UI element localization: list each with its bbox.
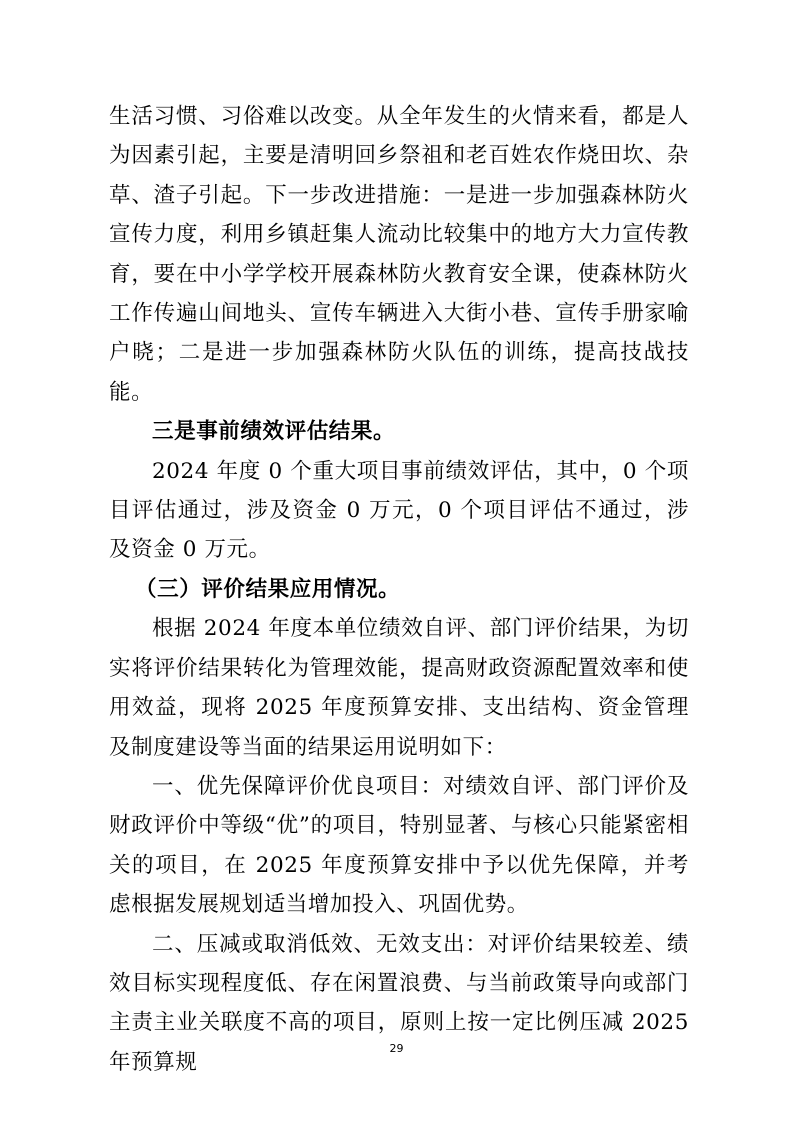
paragraph-fire-prevention: 生活习惯、习俗难以改变。从全年发生的火情来看，都是人为因素引起，主要是清明回乡祭祖和老百姓农作烧田坎、杂草、渣子引起。下一步改进措施：一是进一步加强森林防火宣传力度，利用乡镇赶集人流动比较集中的地方大力宣传教育，要在中小学学校开展森林防火教育安全课，使森林防火工作传遍山间地头、宣传车辆进入大街小巷、宣传手册家喻户晓；二是进一步加强森林防火队伍的训练，提高技战技能。 xyxy=(109,104,689,405)
paragraph-reduce-expenditure: 二、压减或取消低效、无效支出：对评价结果较差、绩效目标实现程度低、存在闲置浪费、与当前政策导向或部门主责主业关联度不高的项目，原则上按一定比例压减 2025 年预算规 xyxy=(109,931,689,1075)
body-text xyxy=(109,97,689,1082)
paragraph-result-application-intro: 根据 2024 年度本单位绩效自评、部门评价结果，为切实将评价结果转化为管理效能，提高财政资源配置效率和使用效益，现将 2025 年度预算安排、支出结构、资金管理及制度建设等当面的结果运用说明如下： xyxy=(109,616,689,760)
page-number: 29 xyxy=(389,1042,404,1055)
paragraph-pre-assessment: 2024 年度 0 个重大项目事前绩效评估，其中，0 个项目评估通过，涉及资金 0 万元，0 个项目评估不通过，涉及资金 0 万元。 xyxy=(109,458,689,563)
paragraph-priority-projects: 一、优先保障评价优良项目：对绩效自评、部门评价及财政评价中等级“优”的项目，特别显著、与核心只能紧密相关的项目，在 2025 年度预算安排中予以优先保障，并考虑根据发展规划适当增加投入、巩固优势。 xyxy=(109,773,689,918)
heading-result-application: （三）评价结果应用情况。 xyxy=(135,576,401,602)
heading-pre-assessment: 三是事前绩效评估结果。 xyxy=(152,419,396,445)
